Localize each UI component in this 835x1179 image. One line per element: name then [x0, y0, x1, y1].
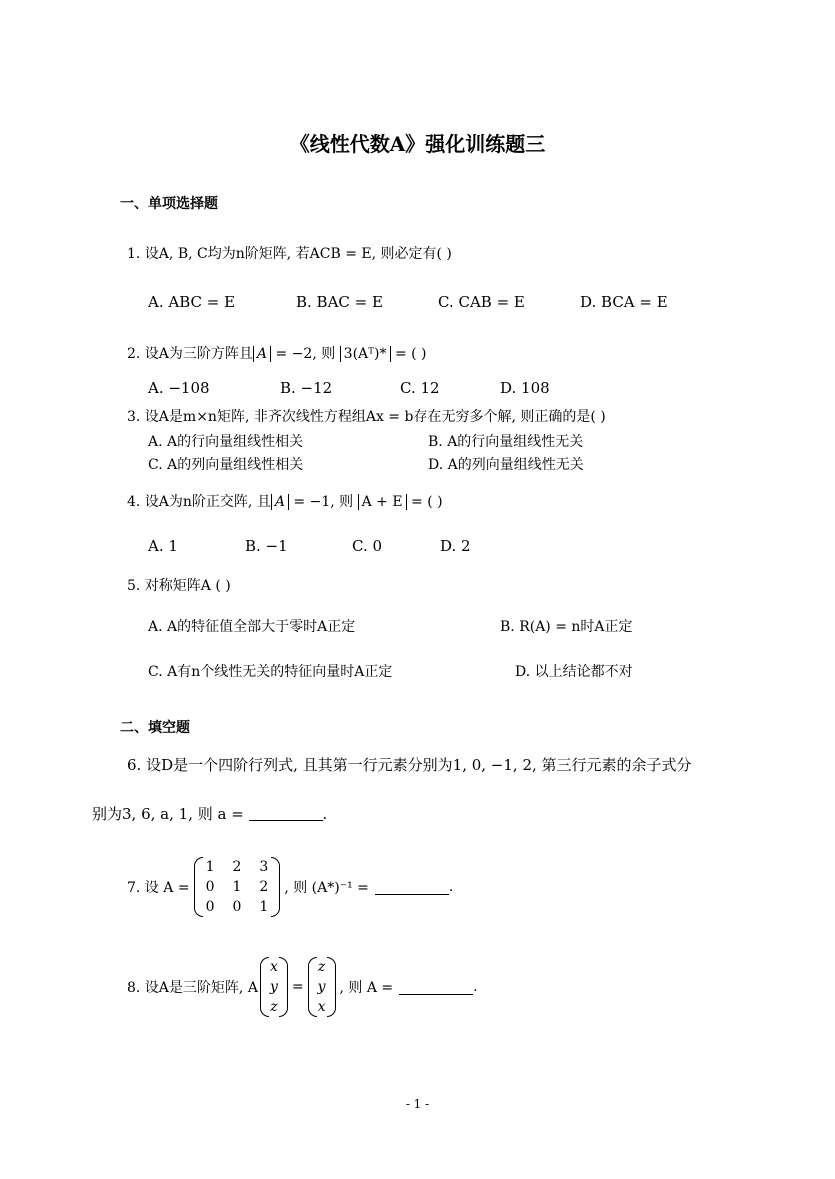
vector-entry: z — [317, 959, 326, 975]
section-heading-fill-in: 二、填空题 — [120, 720, 190, 736]
question-8: 8. 设A是三阶矩阵, A x y z = z y x , 则 A = . — [127, 959, 478, 1015]
question-7-matrix — [194, 857, 281, 917]
page-title: 《线性代数A》强化训练题三 — [289, 132, 546, 156]
question-8-prefix: 8. 设A是三阶矩阵, A — [127, 980, 258, 996]
question-8-answer-blank[interactable] — [399, 980, 473, 995]
question-1-stem: 1. 设A, B, C均为n阶矩阵, 若ACB = E, 则必定有( ) — [127, 246, 452, 262]
question-2-prefix: 2. 设A为三阶方阵且 — [127, 346, 253, 362]
matrix-cell: 1 — [205, 859, 215, 875]
vector-entry: y — [317, 979, 326, 995]
question-6-line-1: 6. 设D是一个四阶行列式, 且其第一行元素分别为1, 0, −1, 2, 第三行元素的余子式分 — [127, 756, 692, 774]
matrix-cell: 2 — [259, 879, 269, 895]
question-4-determinant-a: A — [271, 494, 289, 510]
question-2-option-a: A. −108 — [148, 379, 210, 397]
question-3-option-d: D. A的列向量组线性无关 — [428, 457, 584, 473]
matrix-cell: 1 — [259, 899, 269, 915]
question-2-determinant-adjoint: 3(Aᵀ)* — [340, 346, 391, 362]
question-2-option-d: D. 108 — [500, 379, 550, 397]
question-1-option-c: C. CAB = E — [438, 293, 525, 311]
question-6-answer-blank[interactable] — [249, 806, 323, 821]
section-heading-choice: 一、单项选择题 — [120, 196, 218, 212]
question-7-answer-blank[interactable] — [375, 880, 449, 895]
question-1-option-a: A. ABC = E — [148, 293, 236, 311]
question-8-equals: = — [291, 979, 304, 995]
page-number: - 1 - — [405, 1097, 430, 1111]
question-4-suffix: = ( ) — [411, 494, 443, 510]
question-4-stem — [127, 491, 443, 511]
question-7-mid: , 则 (A*)⁻¹ = — [284, 880, 369, 896]
matrix-cell: 0 — [205, 899, 215, 915]
question-8-vector-right — [308, 957, 336, 1017]
matrix-cell: 2 — [232, 859, 242, 875]
question-2-option-b: B. −12 — [280, 379, 333, 397]
question-5-option-b: B. R(A) = n时A正定 — [500, 619, 633, 635]
matrix-cell: 1 — [232, 879, 242, 895]
question-2-stem — [127, 343, 427, 363]
question-1-option-d: D. BCA = E — [580, 293, 668, 311]
question-3-option-b: B. A的行向量组线性无关 — [428, 434, 584, 450]
question-7: 7. 设 A = 1 2 3 0 1 2 0 0 1 , 则 (A*)⁻¹ = . — [127, 859, 454, 915]
question-4-determinant-a-plus-e: A + E — [358, 494, 407, 510]
question-2-determinant-a: A — [253, 346, 271, 362]
question-4-mid: = −1, 则 — [293, 494, 354, 510]
question-8-mid: , 则 A = — [339, 980, 394, 996]
question-8-vector-left — [260, 957, 288, 1017]
question-3-option-a: A. A的行向量组线性相关 — [148, 434, 304, 450]
question-2-mid: = −2, 则 — [275, 346, 336, 362]
matrix-cell: 0 — [232, 899, 242, 915]
question-4-option-c: C. 0 — [352, 537, 383, 555]
vector-entry: y — [269, 979, 278, 995]
vector-entry: x — [269, 959, 278, 975]
question-4-prefix: 4. 设A为n阶正交阵, 且 — [127, 494, 271, 510]
question-6-line-2: 别为3, 6, a, 1, 则 a = . — [92, 805, 328, 823]
matrix-cell: 0 — [205, 879, 215, 895]
question-5-option-d: D. 以上结论都不对 — [515, 664, 633, 680]
question-4-option-d: D. 2 — [440, 537, 471, 555]
question-5-option-a: A. A的特征值全部大于零时A正定 — [148, 619, 356, 635]
question-2-option-c: C. 12 — [400, 379, 440, 397]
question-3-stem: 3. 设A是m×n矩阵, 非齐次线性方程组Ax = b存在无穷多个解, 则正确的是( ) — [127, 409, 606, 425]
question-5-stem: 5. 对称矩阵A ( ) — [127, 578, 231, 594]
question-1-option-b: B. BAC = E — [296, 293, 383, 311]
question-3-option-c: C. A的列向量组线性相关 — [148, 457, 304, 473]
question-7-prefix: 7. 设 A = — [127, 880, 190, 896]
question-5-option-c: C. A有n个线性无关的特征向量时A正定 — [148, 664, 393, 680]
question-4-option-b: B. −1 — [245, 537, 288, 555]
question-2-suffix: = ( ) — [394, 346, 427, 362]
vector-entry: x — [317, 999, 326, 1015]
question-4-option-a: A. 1 — [148, 537, 178, 555]
matrix-cell: 3 — [259, 859, 269, 875]
vector-entry: z — [270, 999, 278, 1015]
